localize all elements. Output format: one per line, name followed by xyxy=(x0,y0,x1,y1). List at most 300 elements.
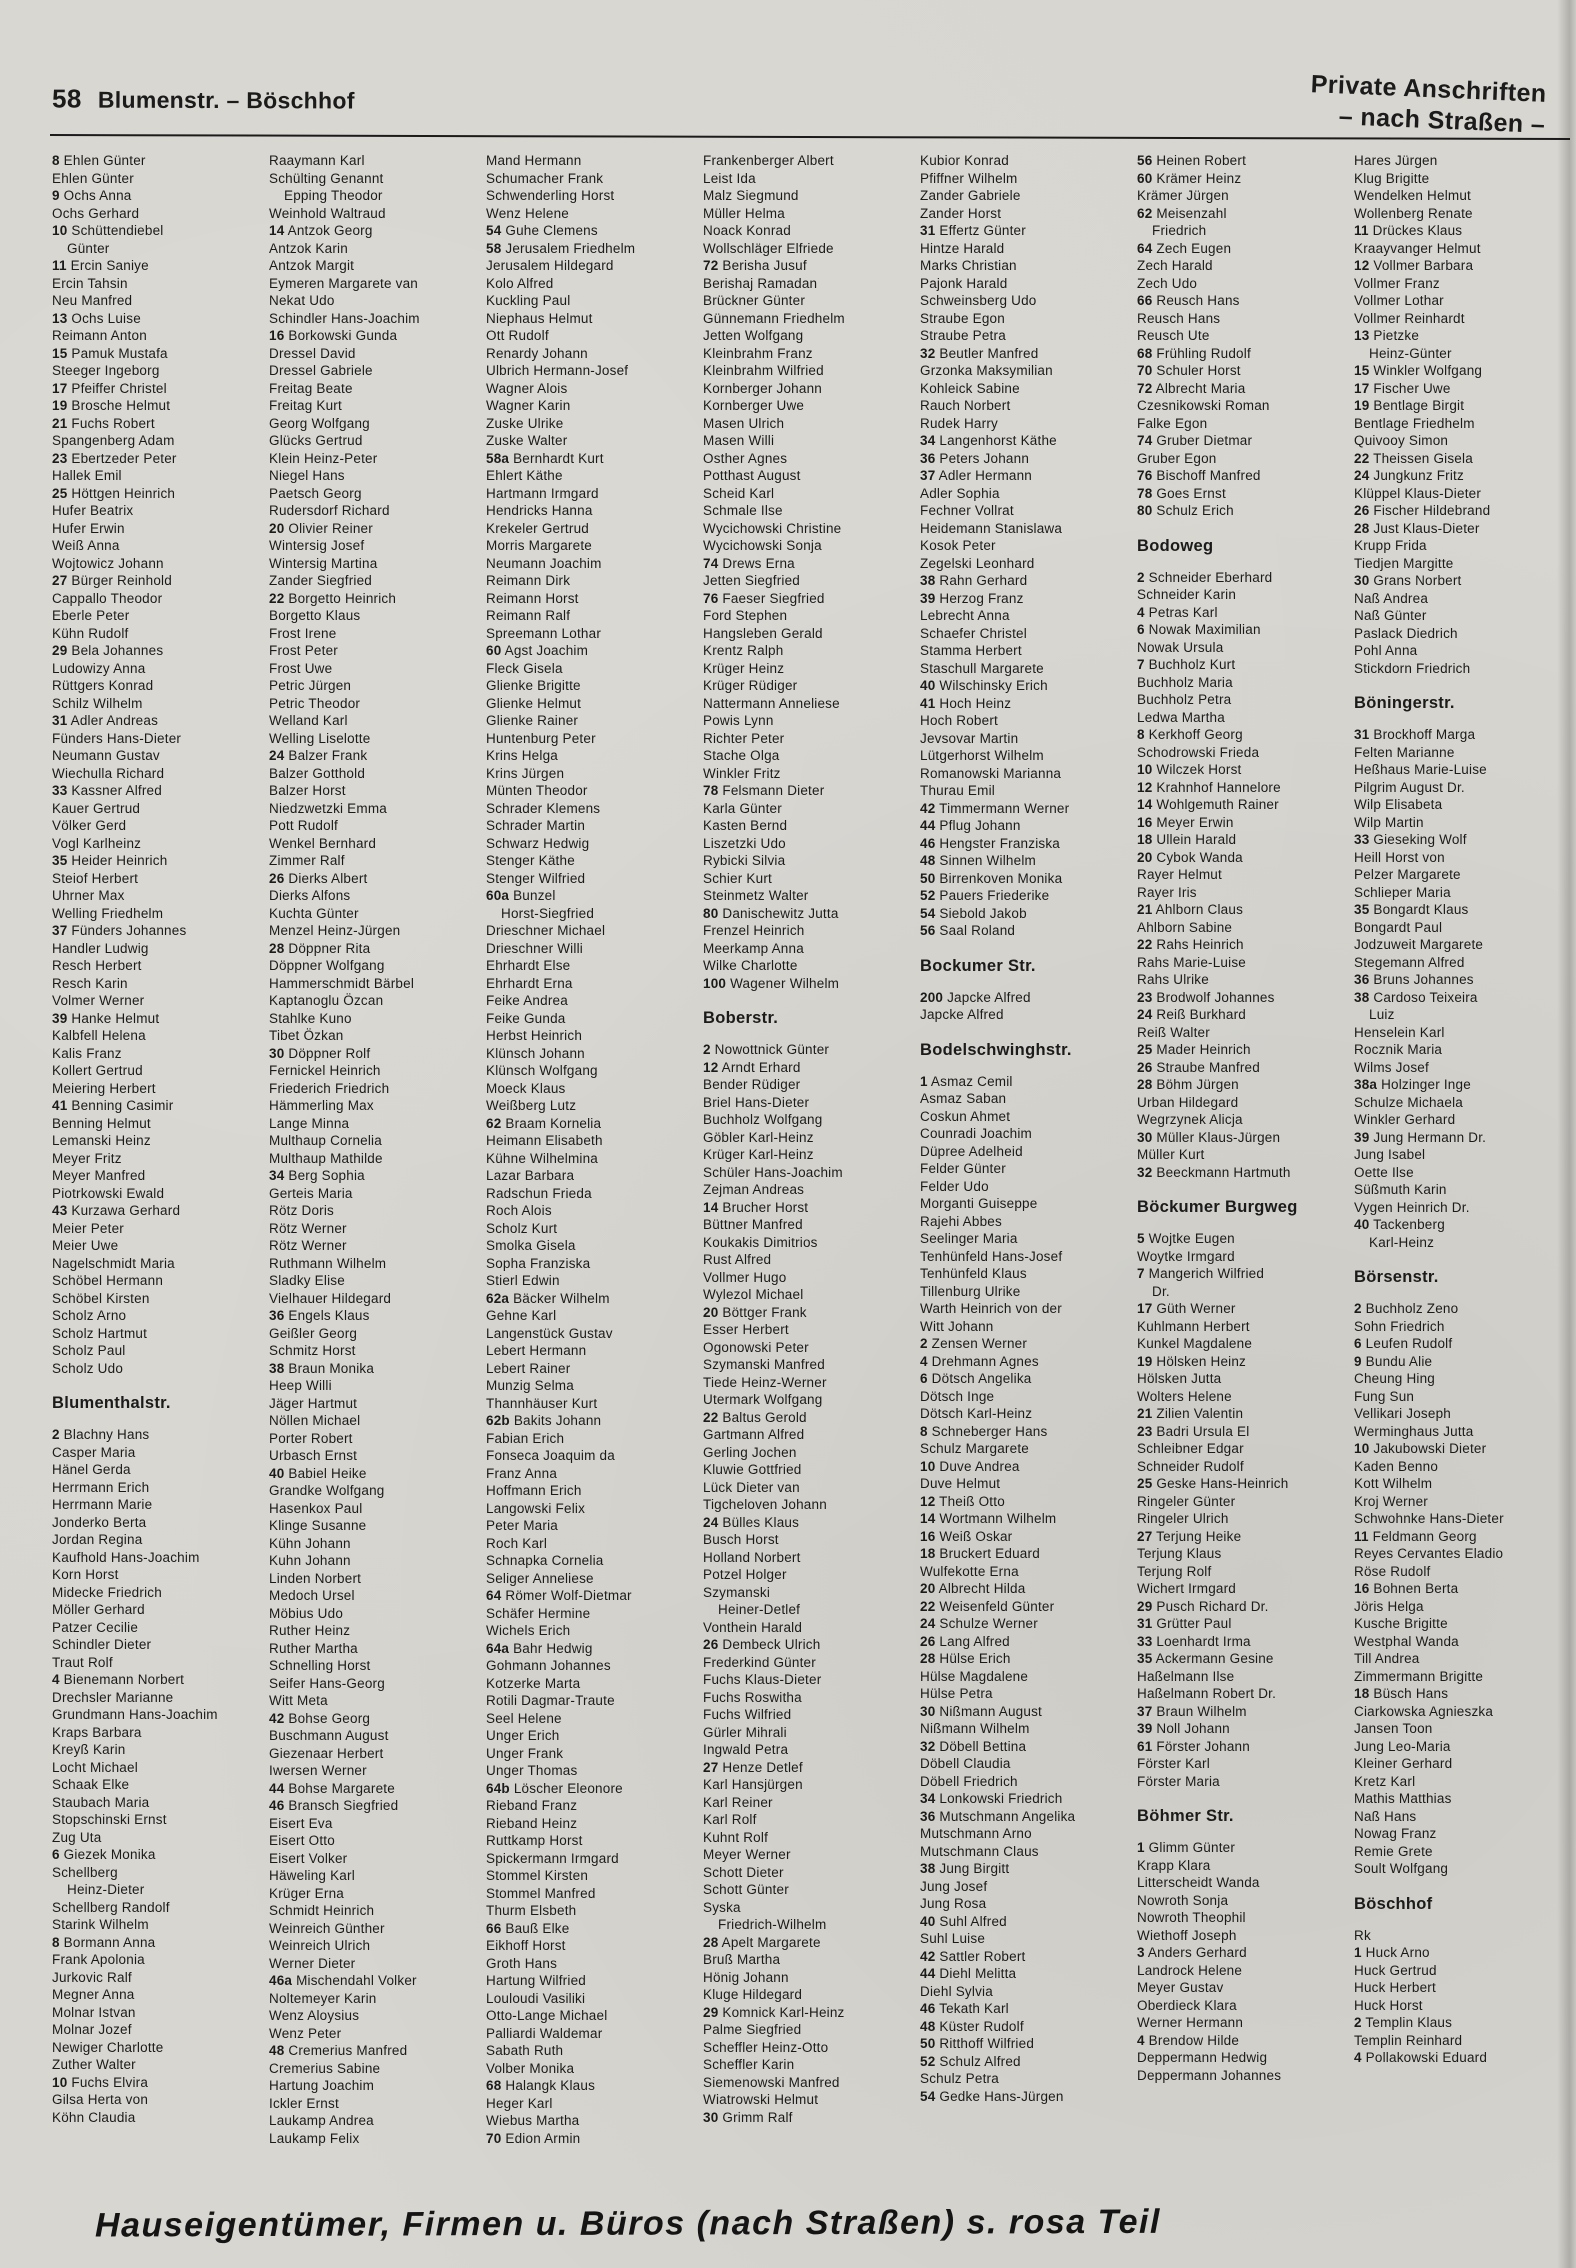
directory-entry: 31 Brockhoff Marga xyxy=(1354,727,1476,742)
directory-entry: Meerkamp Anna xyxy=(703,940,804,956)
directory-entry: Feike Gunda xyxy=(486,1010,566,1026)
directory-entry: Neu Manfred xyxy=(52,293,133,308)
house-number: 33 xyxy=(1354,832,1370,847)
directory-entry: Vollmer Franz xyxy=(1354,275,1440,291)
directory-entry: Rauch Norbert xyxy=(920,398,1011,413)
directory-entry: Remie Grete xyxy=(1354,1843,1433,1859)
house-number: 8 xyxy=(1137,727,1145,742)
directory-entry: 42 Sattler Robert xyxy=(920,1948,1026,1964)
directory-entry: 43 Kurzawa Gerhard xyxy=(52,1203,181,1218)
house-number: 9 xyxy=(1354,1353,1362,1369)
house-number: 9 xyxy=(52,188,60,203)
directory-entry: Schleibner Edgar xyxy=(1137,1441,1244,1456)
directory-entry: 42 Timmermann Werner xyxy=(920,800,1070,816)
directory-entry: Nagelschmidt Maria xyxy=(52,1255,175,1271)
directory-entry: Rötz Doris xyxy=(269,1203,335,1218)
directory-entry: Nowak Ursula xyxy=(1137,639,1224,655)
directory-entry: Fuchs Roswitha xyxy=(703,1689,802,1705)
house-number: 2 xyxy=(1354,1301,1362,1316)
directory-entry: Vielhauer Hildegard xyxy=(269,1290,392,1306)
directory-entry: 22 Theissen Gisela xyxy=(1354,450,1473,466)
directory-entry: Lebert Hermann xyxy=(486,1343,587,1358)
directory-entry: Zegelski Leonhard xyxy=(920,555,1035,571)
directory-entry: Multhaup Mathilde xyxy=(269,1150,383,1166)
house-number: 44 xyxy=(920,1966,936,1981)
directory-entry: Schier Kurt xyxy=(703,870,772,886)
directory-entry: 6 Giezek Monika xyxy=(52,1847,156,1862)
directory-entry: Deppermann Johannes xyxy=(1137,2067,1282,2083)
directory-entry: Gruber Egon xyxy=(1137,450,1217,466)
directory-entry: Kornberger Uwe xyxy=(703,398,805,413)
house-number: 68 xyxy=(1137,345,1153,361)
directory-entry: Hasenkox Paul xyxy=(269,1500,363,1516)
directory-entry: Masen Ulrich xyxy=(703,415,785,431)
directory-entry: Hares Jürgen xyxy=(1354,153,1438,168)
directory-entry: Eberle Peter xyxy=(52,608,130,623)
directory-entry: Feike Andrea xyxy=(486,993,568,1008)
house-number: 64b xyxy=(486,1780,510,1796)
directory-entry: Wycichowski Sonja xyxy=(703,538,822,553)
directory-entry: Busch Horst xyxy=(703,1532,779,1547)
directory-entry: Schaefer Christel xyxy=(920,625,1027,641)
directory-entry: Eisert Volker xyxy=(269,1850,348,1866)
directory-entry: Stickdorn Friedrich xyxy=(1354,660,1471,676)
directory-entry: 24 Jungkunz Fritz xyxy=(1354,468,1464,483)
directory-entry: 78 Goes Ernst xyxy=(1137,485,1226,501)
directory-entry: Kalis Franz xyxy=(52,1045,122,1061)
house-number: 39 xyxy=(52,1010,68,1026)
house-number: 38 xyxy=(269,1360,285,1376)
house-number: 58 xyxy=(486,240,502,256)
directory-entry: Laukamp Andrea xyxy=(269,2113,374,2128)
directory-entry: Vollmer Lothar xyxy=(1354,293,1444,308)
directory-entry: 8 Schneberger Hans xyxy=(920,1423,1048,1439)
page-header xyxy=(52,83,355,115)
directory-entry: Wylezol Michael xyxy=(703,1287,804,1302)
directory-entry: Jordan Regina xyxy=(52,1532,143,1547)
house-number: 15 xyxy=(52,345,68,361)
directory-entry: 31 Effertz Günter xyxy=(920,223,1026,238)
directory-entry: 56 Heinen Robert xyxy=(1137,153,1247,168)
directory-entry: 52 Schulz Alfred xyxy=(920,2053,1021,2069)
directory-entry: Morris Margarete xyxy=(486,538,592,553)
directory-entry: Balzer Gotthold xyxy=(269,765,366,781)
directory-entry: Welling Friedhelm xyxy=(52,905,164,921)
directory-entry: Naß Hans xyxy=(1354,1808,1417,1824)
directory-entry: Tenhünfeld Hans-Josef xyxy=(920,1248,1063,1264)
directory-entry: Heill Horst von xyxy=(1354,849,1445,865)
directory-entry: 25 Mader Heinrich xyxy=(1137,1042,1251,1057)
directory-entry: Megner Anna xyxy=(52,1987,135,2002)
house-number: 56 xyxy=(920,923,936,938)
directory-entry: Kluwie Gottfried xyxy=(703,1462,802,1477)
directory-entry: Giezenaar Herbert xyxy=(269,1745,384,1761)
directory-entry: Heger Karl xyxy=(486,2095,553,2111)
house-number: 70 xyxy=(486,2130,502,2146)
directory-entry: Klug Brigitte xyxy=(1354,170,1430,186)
house-number: 66 xyxy=(1137,293,1153,308)
directory-entry: Schmidt Heinrich xyxy=(269,1903,375,1918)
directory-entry: Jäger Hartmut xyxy=(269,1395,358,1411)
directory-entry: Jansen Toon xyxy=(1354,1721,1433,1736)
directory-entry: Scholz Hartmut xyxy=(52,1325,148,1341)
directory-entry: Jetten Wolfgang xyxy=(703,328,804,343)
directory-entry: 27 Bürger Reinhold xyxy=(52,573,172,588)
directory-entry: Zander Horst xyxy=(920,205,1002,221)
directory-entry: 38 Rahn Gerhard xyxy=(920,573,1028,588)
directory-entry: 44 Diehl Melitta xyxy=(920,1966,1017,1981)
directory-entry: Drechsler Marianne xyxy=(52,1689,174,1705)
directory-entry: 29 Pusch Richard Dr. xyxy=(1137,1598,1269,1614)
house-number: 12 xyxy=(1354,258,1370,273)
directory-entry: Jonderko Berta xyxy=(52,1514,147,1530)
directory-entry: Templin Reinhard xyxy=(1354,2032,1463,2048)
house-number: 19 xyxy=(1354,398,1370,413)
house-number: 41 xyxy=(920,695,936,711)
directory-entry: Morganti Guiseppe xyxy=(920,1196,1038,1211)
directory-entry: Bentlage Friedhelm xyxy=(1354,415,1475,431)
directory-entry: 6 Nowak Maximilian xyxy=(1137,622,1261,637)
corner-title-line2: – nach Straßen – xyxy=(1338,102,1546,139)
directory-entry: 14 Antzok Georg xyxy=(269,223,373,238)
directory-entry: Herrmann Marie xyxy=(52,1497,153,1512)
directory-columns xyxy=(52,152,1568,2147)
house-number: 18 xyxy=(920,1546,936,1561)
house-number: 25 xyxy=(1137,1476,1153,1491)
directory-entry: 21 Ahlborn Claus xyxy=(1137,902,1244,917)
directory-entry: 64b Löscher Eleonore xyxy=(486,1780,623,1796)
house-number: 26 xyxy=(1354,503,1370,518)
directory-entry: Ehrhardt Else xyxy=(486,958,571,973)
directory-entry: Lange Minna xyxy=(269,1115,350,1131)
directory-entry: 3 Anders Gerhard xyxy=(1137,1945,1247,1960)
house-number: 62b xyxy=(486,1413,510,1428)
directory-entry: Döbell Friedrich xyxy=(920,1773,1018,1789)
house-number: 16 xyxy=(920,1528,936,1544)
directory-entry: 38 Cardoso Teixeira xyxy=(1354,989,1478,1005)
directory-entry: Jöris Helga xyxy=(1354,1598,1424,1614)
directory-entry: 15 Winkler Wolfgang xyxy=(1354,363,1483,378)
directory-entry: 2 Buchholz Zeno xyxy=(1354,1301,1459,1316)
directory-entry: Spangenberg Adam xyxy=(52,433,175,448)
directory-entry: Peter Maria xyxy=(486,1518,558,1533)
house-number: 38a xyxy=(1354,1077,1378,1092)
directory-entry: Noack Konrad xyxy=(703,223,791,238)
directory-entry: Werner Hermann xyxy=(1137,2015,1244,2030)
house-number: 21 xyxy=(52,415,68,431)
directory-entry: 41 Hoch Heinz xyxy=(920,695,1012,711)
street-heading: Bockumer Str. xyxy=(920,956,1036,975)
directory-entry: Suhl Luise xyxy=(920,1931,986,1946)
directory-entry: Cremerius Sabine xyxy=(269,2060,381,2076)
entry-continuation: Karl-Heinz xyxy=(1369,1234,1435,1250)
directory-entry: Tiedjen Margitte xyxy=(1354,555,1454,571)
directory-entry: Gilsa Herta von xyxy=(52,2092,149,2107)
directory-entry: Kalbfell Helena xyxy=(52,1028,146,1043)
house-number: 32 xyxy=(920,1738,936,1754)
house-number: 30 xyxy=(703,2109,719,2125)
directory-entry: Bruß Martha xyxy=(703,1952,781,1967)
directory-column-1 xyxy=(52,152,255,2126)
directory-entry: Stommel Manfred xyxy=(486,1885,596,1901)
house-number: 62a xyxy=(486,1290,510,1306)
house-number: 60 xyxy=(1137,170,1153,186)
house-number: 44 xyxy=(269,1780,285,1796)
directory-entry: Wenz Helene xyxy=(486,205,569,221)
directory-entry: 22 Baltus Gerold xyxy=(703,1409,807,1425)
house-number: 39 xyxy=(1137,1721,1153,1736)
directory-entry: Jung Rosa xyxy=(920,1896,987,1911)
house-number: 19 xyxy=(1137,1353,1153,1369)
directory-entry: Duve Helmut xyxy=(920,1476,1001,1491)
directory-entry: Heimann Elisabeth xyxy=(486,1133,603,1148)
directory-entry: Jung Josef xyxy=(920,1878,988,1894)
directory-entry: Leist Ida xyxy=(703,170,756,186)
directory-entry: 1 Asmaz Cemil xyxy=(920,1073,1013,1089)
directory-entry: 2 Templin Klaus xyxy=(1354,2015,1453,2030)
directory-entry: Schnelling Horst xyxy=(269,1658,371,1673)
directory-entry: 6 Dötsch Angelika xyxy=(920,1371,1032,1386)
directory-entry: Traut Rolf xyxy=(52,1654,113,1670)
house-number: 26 xyxy=(920,1633,936,1649)
directory-entry: Rayer Iris xyxy=(1137,884,1197,900)
directory-entry: Gerteis Maria xyxy=(269,1185,353,1201)
directory-entry: Vygen Heinrich Dr. xyxy=(1354,1199,1470,1215)
directory-entry: Krüger Erna xyxy=(269,1885,344,1901)
directory-entry: Schulz Petra xyxy=(920,2071,999,2086)
house-number: 26 xyxy=(1137,1059,1153,1075)
directory-entry: Hangsleben Gerald xyxy=(703,625,823,641)
directory-entry: Landrock Helene xyxy=(1137,1962,1243,1978)
directory-entry: Newiger Charlotte xyxy=(52,2039,164,2055)
directory-entry: Förster Maria xyxy=(1137,1773,1220,1789)
house-number: 74 xyxy=(1137,433,1153,448)
corner-title xyxy=(1309,69,1547,141)
directory-entry: Gürler Mihrali xyxy=(703,1724,787,1740)
directory-entry: 9 Bundu Alie xyxy=(1354,1353,1433,1369)
directory-entry: 12 Vollmer Barbara xyxy=(1354,258,1474,273)
directory-entry: 42 Bohse Georg xyxy=(269,1710,371,1726)
directory-entry: Neumann Gustav xyxy=(52,748,160,763)
directory-entry: Hoffmann Erich xyxy=(486,1483,582,1498)
directory-entry: Vellikari Joseph xyxy=(1354,1406,1452,1421)
directory-entry: 60a Bunzel xyxy=(486,888,556,903)
directory-entry: 35 Heider Heinrich xyxy=(52,853,168,868)
house-number: 64 xyxy=(1137,240,1153,256)
directory-entry: Ruttkamp Horst xyxy=(486,1833,583,1848)
directory-entry: Rust Alfred xyxy=(703,1252,772,1267)
directory-entry: Hallek Emil xyxy=(52,468,122,483)
directory-entry: Köhn Claudia xyxy=(52,2109,136,2125)
house-number: 23 xyxy=(52,450,68,466)
directory-entry: Zech Harald xyxy=(1137,258,1213,273)
directory-entry: Kuckling Paul xyxy=(486,293,571,308)
house-number: 25 xyxy=(1137,1042,1153,1057)
house-number: 64 xyxy=(486,1588,502,1603)
directory-entry: 34 Langenhorst Käthe xyxy=(920,433,1057,448)
directory-entry: Ahlborn Sabine xyxy=(1137,919,1233,935)
directory-entry: Medoch Ursel xyxy=(269,1588,355,1603)
directory-entry: 38 Braun Monika xyxy=(269,1360,375,1376)
directory-entry: Fung Sun xyxy=(1354,1388,1415,1404)
directory-entry: 10 Duve Andrea xyxy=(920,1458,1020,1474)
house-number: 48 xyxy=(920,2018,936,2034)
directory-entry: Sabath Ruth xyxy=(486,2043,564,2058)
directory-entry: Glienke Helmut xyxy=(486,695,582,711)
directory-entry: Ercin Tahsin xyxy=(52,275,128,291)
page-title-street-range: Blumenstr. – Böschhof xyxy=(97,86,355,114)
directory-entry: Frederkind Günter xyxy=(703,1654,816,1670)
house-number: 100 xyxy=(703,975,727,991)
house-number: 36 xyxy=(920,1808,936,1824)
footer-banner: Hauseigentümer, Firmen u. Büros (nach Straßen) s. rosa Teil xyxy=(94,2202,1161,2245)
directory-entry: 7 Buchholz Kurt xyxy=(1137,657,1236,672)
directory-entry: Rötz Werner xyxy=(269,1220,347,1236)
directory-entry: Frank Apolonia xyxy=(52,1952,145,1967)
directory-entry: Unger Frank xyxy=(486,1745,564,1761)
directory-entry: 4 Petras Karl xyxy=(1137,604,1218,620)
directory-entry: Szymanski xyxy=(703,1584,771,1600)
house-number: 34 xyxy=(920,1791,936,1806)
directory-entry: 16 Borkowski Gunda xyxy=(269,328,398,343)
house-number: 41 xyxy=(52,1098,68,1113)
directory-entry: Richter Peter xyxy=(703,730,785,746)
directory-entry: 76 Faeser Siegfried xyxy=(703,590,825,606)
house-number: 62 xyxy=(486,1115,502,1131)
directory-entry: Patzer Cecilie xyxy=(52,1619,139,1635)
directory-entry: Wiethoff Joseph xyxy=(1137,1927,1237,1943)
directory-entry: Frost Irene xyxy=(269,625,337,641)
directory-entry: Müller Helma xyxy=(703,205,785,221)
street-heading: Böningerstr. xyxy=(1354,694,1455,712)
house-number: 54 xyxy=(920,2088,936,2104)
directory-entry: 76 Bischoff Manfred xyxy=(1137,468,1261,483)
house-number: 6 xyxy=(920,1371,928,1386)
directory-entry: Cheung Hing xyxy=(1354,1371,1436,1386)
directory-entry: Fleck Gisela xyxy=(486,660,563,676)
directory-entry: 30 Grans Norbert xyxy=(1354,573,1462,588)
directory-entry: Scholz Paul xyxy=(52,1343,126,1358)
directory-entry: Wycichowski Christine xyxy=(703,520,842,536)
directory-entry: Winkler Fritz xyxy=(703,765,781,781)
directory-entry: Wojtowicz Johann xyxy=(52,555,164,571)
house-number: 36 xyxy=(269,1308,285,1323)
directory-entry: Oberdieck Klara xyxy=(1137,1997,1237,2013)
directory-entry: Seel Helene xyxy=(486,1710,562,1726)
directory-entry: 18 Ullein Harald xyxy=(1137,832,1237,847)
directory-entry: 26 Dierks Albert xyxy=(269,870,368,886)
house-number: 26 xyxy=(269,870,285,886)
house-number: 56 xyxy=(1137,153,1153,168)
directory-entry: Steinmetz Walter xyxy=(703,888,809,903)
directory-entry: Eikhoff Horst xyxy=(486,1938,566,1953)
directory-entry: Terjung Rolf xyxy=(1137,1563,1212,1579)
house-number: 7 xyxy=(1137,657,1145,672)
directory-entry: Kuhnt Rolf xyxy=(703,1829,769,1845)
directory-entry: Neumann Joachim xyxy=(486,555,602,571)
house-number: 13 xyxy=(52,310,68,326)
entry-continuation: Heinz-Günter xyxy=(1369,345,1452,361)
house-number: 17 xyxy=(1354,380,1370,396)
house-number: 11 xyxy=(1354,223,1369,238)
directory-entry: Kaden Benno xyxy=(1354,1458,1439,1474)
house-number: 4 xyxy=(920,1353,928,1369)
directory-entry: Kohleick Sabine xyxy=(920,380,1020,396)
directory-entry: Louloudi Vasiliki xyxy=(486,1990,586,2006)
directory-entry: Schweinsberg Udo xyxy=(920,293,1037,308)
directory-entry: 17 Fischer Uwe xyxy=(1354,380,1451,396)
directory-entry: Eisert Eva xyxy=(269,1815,333,1831)
house-number: 36 xyxy=(1354,972,1370,987)
directory-entry: Groth Hans xyxy=(486,1955,558,1971)
directory-entry: Utermark Wolfgang xyxy=(703,1392,823,1407)
entry-continuation: Friedrich xyxy=(1152,223,1207,238)
directory-entry: Schneider Rudolf xyxy=(1137,1458,1244,1474)
directory-entry: Syska xyxy=(703,1899,741,1915)
directory-entry: 6 Leufen Rudolf xyxy=(1354,1336,1453,1351)
directory-entry: Nowroth Theophil xyxy=(1137,1910,1246,1925)
house-number: 22 xyxy=(1354,450,1370,466)
house-number: 42 xyxy=(920,800,936,816)
directory-entry: Gartmann Alfred xyxy=(703,1427,805,1442)
directory-entry: Grandke Wolfgang xyxy=(269,1483,385,1498)
directory-entry: 20 Olivier Reiner xyxy=(269,520,373,536)
house-number: 4 xyxy=(52,1672,60,1687)
directory-entry: 74 Drews Erna xyxy=(703,555,795,571)
directory-entry: Gerling Jochen xyxy=(703,1444,797,1460)
directory-entry: 41 Benning Casimir xyxy=(52,1098,174,1113)
house-number: 32 xyxy=(920,345,936,361)
directory-entry: 30 Grimm Ralf xyxy=(703,2109,793,2125)
house-number: 33 xyxy=(1137,1633,1153,1649)
directory-entry: Kühn Rudolf xyxy=(52,625,129,641)
entry-continuation: Günter xyxy=(67,240,110,256)
house-number: 10 xyxy=(52,2074,68,2090)
directory-entry: Jerusalem Hildegard xyxy=(486,258,614,273)
directory-entry: Bongardt Paul xyxy=(1354,919,1443,935)
directory-entry: Göbler Karl-Heinz xyxy=(703,1129,814,1145)
house-number: 2 xyxy=(920,1336,928,1351)
directory-entry: Ringeler Ulrich xyxy=(1137,1511,1229,1526)
directory-entry: Woytke Irmgard xyxy=(1137,1248,1235,1264)
directory-entry: Haßelmann Robert Dr. xyxy=(1137,1686,1277,1701)
house-number: 8 xyxy=(52,1934,60,1950)
directory-entry: Pfiffner Wilhelm xyxy=(920,170,1018,186)
directory-entry: Reimann Anton xyxy=(52,328,147,343)
directory-entry: 14 Wortmann Wilhelm xyxy=(920,1511,1057,1526)
directory-entry: Wendelken Helmut xyxy=(1354,188,1472,203)
house-number: 22 xyxy=(920,1598,936,1614)
directory-entry: Spickermann Irmgard xyxy=(486,1850,619,1866)
directory-entry: 16 Weiß Oskar xyxy=(920,1528,1013,1544)
house-number: 4 xyxy=(1354,2050,1362,2065)
house-number: 54 xyxy=(920,905,936,921)
directory-entry: 10 Schüttendiebel xyxy=(52,223,164,238)
house-number: 22 xyxy=(703,1409,719,1425)
house-number: 4 xyxy=(1137,604,1145,620)
directory-entry: Smolka Gisela xyxy=(486,1238,576,1253)
directory-entry: Pajonk Harald xyxy=(920,275,1008,291)
street-heading: Boberstr. xyxy=(703,1009,779,1027)
directory-entry: Powis Lynn xyxy=(703,713,774,728)
directory-entry: Ochs Gerhard xyxy=(52,205,140,221)
directory-entry: Pelzer Margarete xyxy=(1354,867,1461,882)
house-number: 28 xyxy=(703,1934,719,1950)
house-number: 1 xyxy=(920,1073,928,1089)
directory-entry: Menzel Heinz-Jürgen xyxy=(269,923,401,938)
house-number: 10 xyxy=(1354,1441,1370,1456)
directory-entry: 39 Herzog Franz xyxy=(920,590,1024,606)
